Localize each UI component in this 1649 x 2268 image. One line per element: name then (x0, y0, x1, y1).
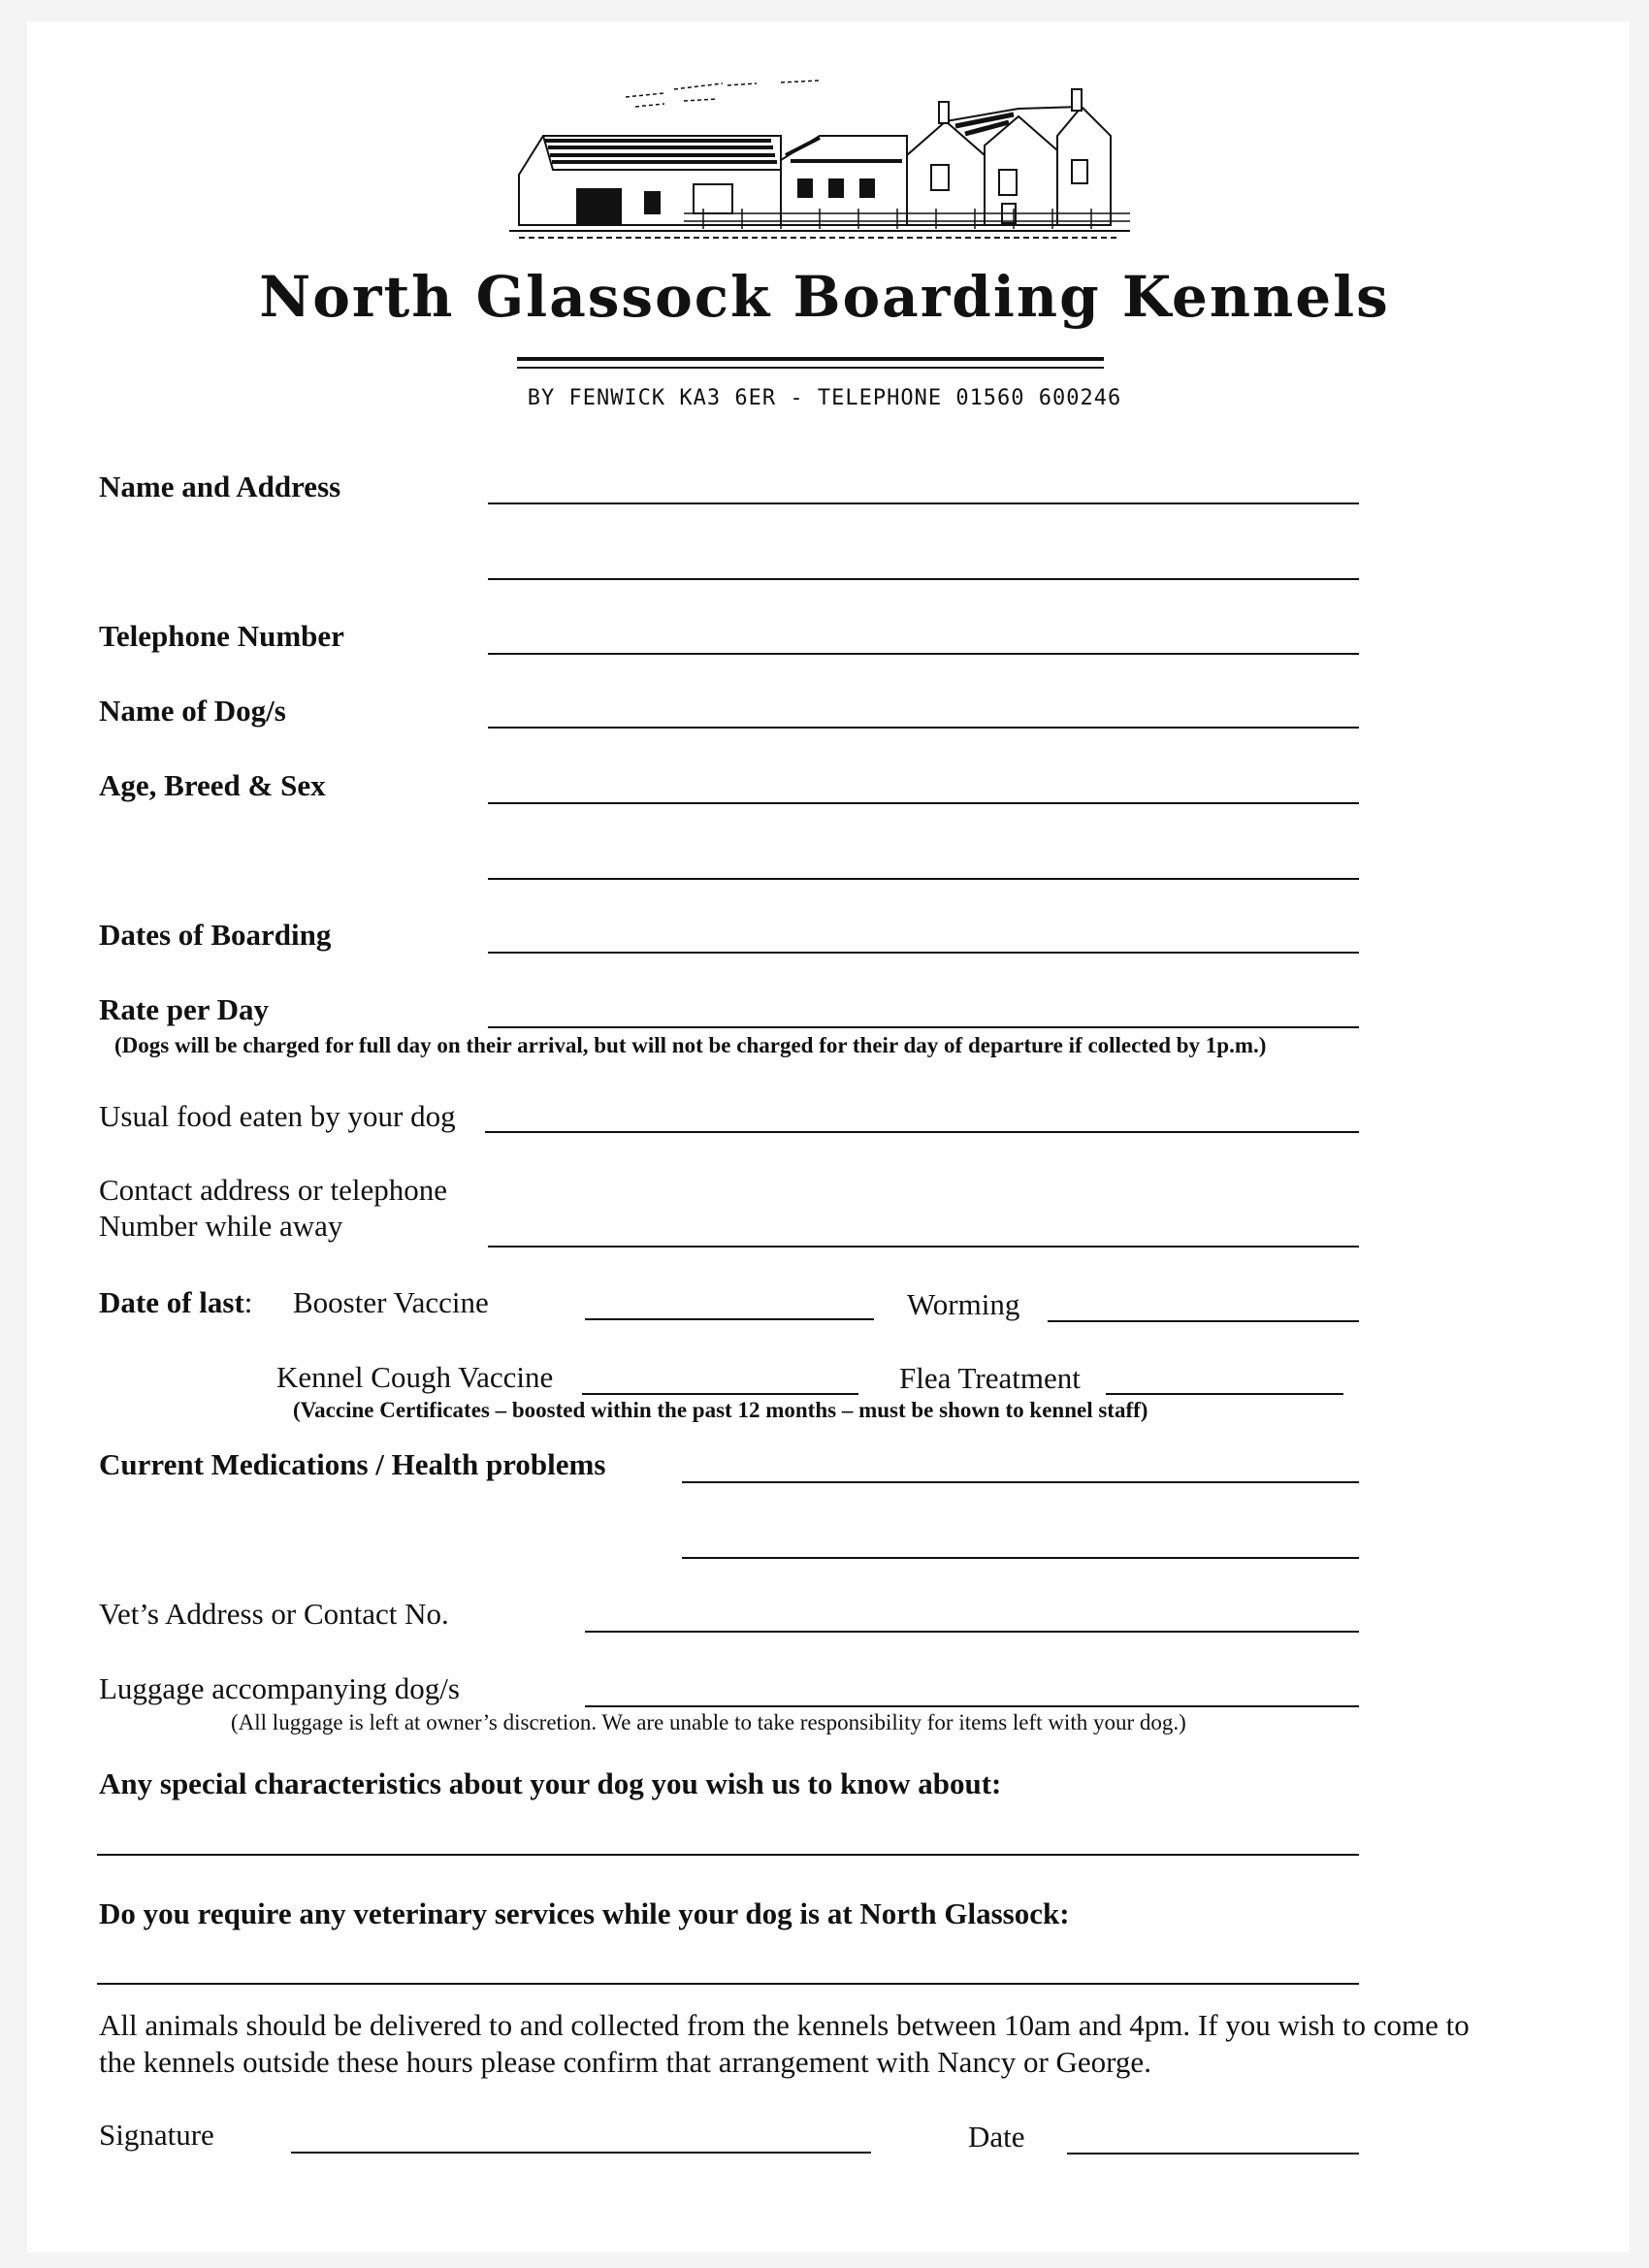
address-telephone-line: BY FENWICK KA3 6ER - TELEPHONE 01560 600246 (527, 386, 1122, 410)
title-underline-thin (517, 367, 1104, 369)
label-date-of-last (99, 1285, 252, 1320)
company-title: North Glassock Boarding Kennels (259, 264, 1390, 330)
vaccine-note: (Vaccine Certificates – boosted within the past 12 months – must be shown to kennel staff) (293, 1398, 1148, 1422)
name-address-line-2[interactable] (488, 578, 1359, 580)
label-signature: Signature (99, 2118, 214, 2152)
date-of-last-text: Date of last (99, 1285, 244, 1319)
label-rate-per-day: Rate per Day (99, 992, 270, 1026)
label-worming: Worming (907, 1287, 1020, 1321)
luggage-note: (All luggage is left at owner’s discretion. We are unable to take responsibility for items left with your dog.) (231, 1710, 1186, 1734)
label-dates-boarding: Dates of Boarding (99, 918, 332, 952)
medications-line-2[interactable] (682, 1557, 1359, 1559)
contact-while-away-line[interactable] (488, 1246, 1359, 1247)
veterinary-services-line[interactable] (97, 1983, 1359, 1985)
label-telephone: Telephone Number (99, 619, 344, 653)
label-flea-treatment: Flea Treatment (899, 1361, 1081, 1395)
label-special-characteristics: Any special characteristics about your dog you wish us to know about: (99, 1766, 1002, 1800)
farmhouse-logo (490, 68, 1135, 247)
medications-line-1[interactable] (682, 1481, 1359, 1483)
worming-line[interactable] (1048, 1320, 1359, 1322)
signature-line[interactable] (291, 2152, 871, 2154)
usual-food-line[interactable] (485, 1131, 1359, 1133)
luggage-line[interactable] (585, 1705, 1359, 1707)
kennel-cough-line[interactable] (582, 1393, 858, 1395)
label-age-breed-sex: Age, Breed & Sex (99, 768, 326, 802)
vet-contact-line[interactable] (585, 1631, 1359, 1633)
label-luggage: Luggage accompanying dog/s (99, 1671, 460, 1705)
label-vet-contact: Vet’s Address or Contact No. (99, 1597, 449, 1631)
label-contact-line-2: Number while away (99, 1209, 343, 1243)
dog-names-line[interactable] (488, 727, 1359, 729)
label-veterinary-services: Do you require any veterinary services while your dog is at North Glassock: (99, 1896, 1070, 1930)
rate-per-day-line[interactable] (488, 1026, 1359, 1028)
label-medications: Current Medications / Health problems (99, 1447, 606, 1481)
special-characteristics-line[interactable] (97, 1854, 1359, 1856)
age-breed-sex-line-2[interactable] (488, 878, 1359, 880)
colon: : (243, 1285, 253, 1319)
date-line[interactable] (1067, 2153, 1359, 2155)
booster-vaccine-line[interactable] (585, 1318, 874, 1320)
label-name-address: Name and Address (99, 470, 341, 503)
title-underline (517, 357, 1104, 361)
label-date: Date (968, 2120, 1025, 2154)
delivery-hours-text: All animals should be delivered to and collected from the kennels between 10am and 4pm. If you wish to come to the kennels outside these hours please confirm that arrangement with Nancy or George. (99, 2008, 1470, 2079)
age-breed-sex-line-1[interactable] (488, 802, 1359, 804)
rate-note: (Dogs will be charged for full day on their arrival, but will not be charged for their day of departure if collected by 1p.m.) (114, 1033, 1267, 1057)
name-address-line-1[interactable] (488, 502, 1359, 504)
flea-treatment-line[interactable] (1106, 1393, 1343, 1395)
label-kennel-cough: Kennel Cough Vaccine (276, 1360, 554, 1394)
label-booster-vaccine: Booster Vaccine (293, 1285, 489, 1319)
dates-boarding-line[interactable] (488, 952, 1359, 954)
label-dog-names: Name of Dog/s (99, 694, 286, 728)
telephone-line[interactable] (488, 653, 1359, 655)
label-usual-food: Usual food eaten by your dog (99, 1099, 456, 1133)
label-contact-line-1: Contact address or telephone (99, 1173, 447, 1207)
